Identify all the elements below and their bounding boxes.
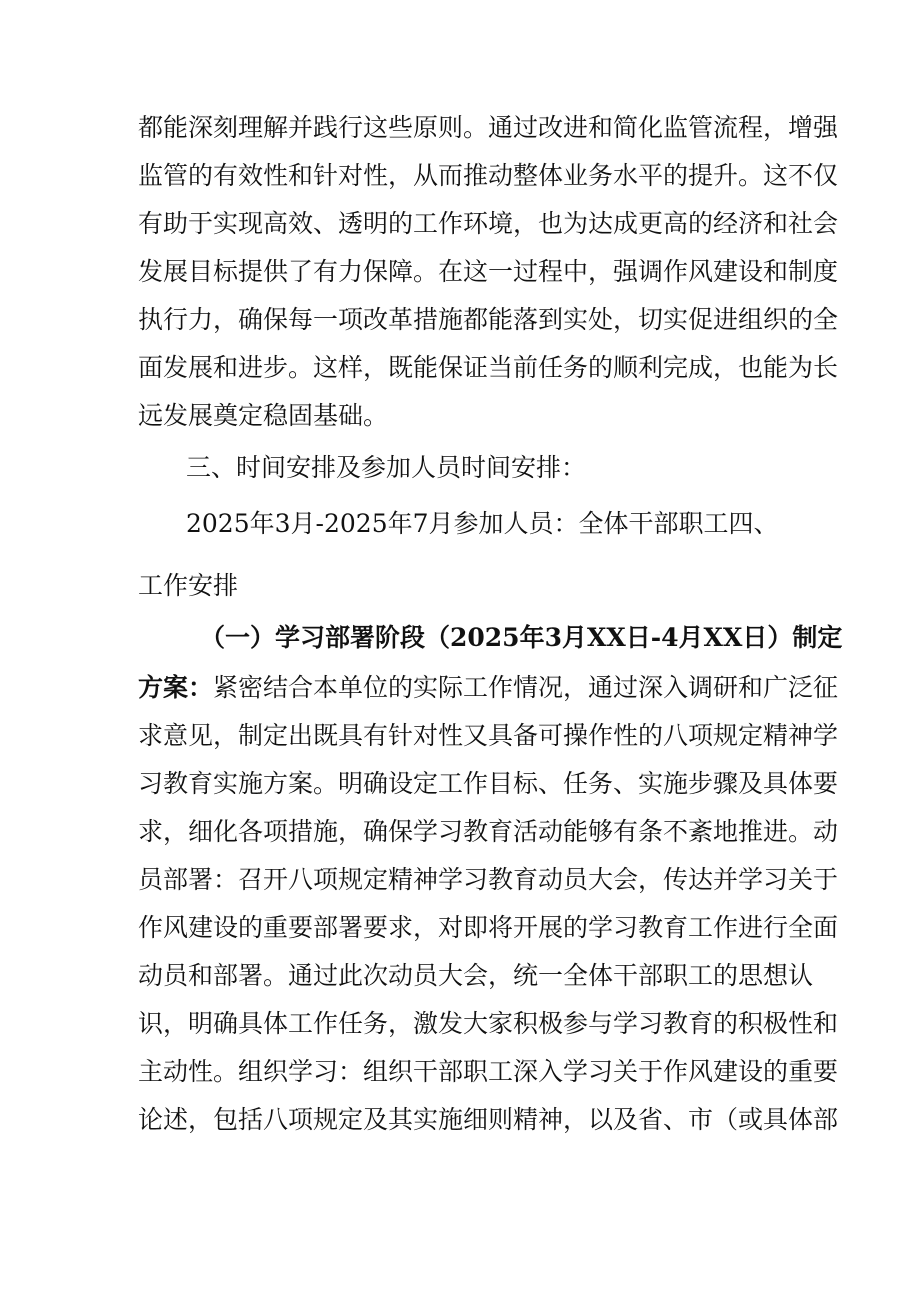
paragraph-line: 都能深刻理解并践行这些原则。通过改进和简化监管流程，增强	[138, 113, 839, 142]
subsection-1-first-line	[138, 668, 838, 708]
paragraph-line: 论述，包括八项规定及其实施细则精神，以及省、市（或具体部	[138, 1105, 839, 1134]
paragraph-line: 有助于实现高效、透明的工作环境，也为达成更高的经济和社会	[138, 209, 839, 238]
paragraph-line: 执行力，确保每一项改革措施都能落到实处，切实促进组织的全	[138, 305, 839, 334]
paragraph-line: 求意见，制定出既具有针对性又具备可操作性的八项规定精神学	[138, 721, 839, 750]
paragraph-line: 作风建设的重要部署要求，对即将开展的学习教育工作进行全面	[138, 913, 839, 942]
subsection-1-text: 紧密结合本单位的实际工作情况，通过深入调研和广泛征	[213, 673, 839, 702]
section-4-heading: 工作安排	[138, 571, 239, 600]
paragraph-line: 动员和部署。通过此次动员大会，统一全体干部职工的思想认	[138, 961, 814, 990]
subsection-1-heading: （一）学习部署阶段（2025年3月XX日-4月XX日）制定	[200, 623, 843, 652]
paragraph-line: 习教育实施方案。明确设定工作目标、任务、实施步骤及具体要	[138, 769, 839, 798]
section-3-heading: 三、时间安排及参加人员时间安排：	[186, 453, 587, 482]
paragraph-line: 面发展和进步。这样，既能保证当前任务的顺利完成，也能为长	[138, 353, 839, 382]
paragraph-line: 监管的有效性和针对性，从而推动整体业务水平的提升。这不仅	[138, 161, 839, 190]
paragraph-line: 远发展奠定稳固基础。	[138, 401, 389, 430]
paragraph-line: 主动性。组织学习：组织干部职工深入学习关于作风建设的重要	[138, 1057, 839, 1086]
subsection-1-heading-tail: 方案：	[138, 673, 214, 702]
schedule-line: 2025年3月-2025年7月参加人员：全体干部职工四、	[186, 509, 779, 538]
paragraph-line: 发展目标提供了有力保障。在这一过程中，强调作风建设和制度	[138, 257, 839, 286]
paragraph-line: 员部署：召开八项规定精神学习教育动员大会，传达并学习关于	[138, 865, 839, 894]
paragraph-line: 求，细化各项措施，确保学习教育活动能够有条不紊地推进。动	[138, 817, 839, 846]
paragraph-line: 识，明确具体工作任务，激发大家积极参与学习教育的积极性和	[138, 1009, 839, 1038]
